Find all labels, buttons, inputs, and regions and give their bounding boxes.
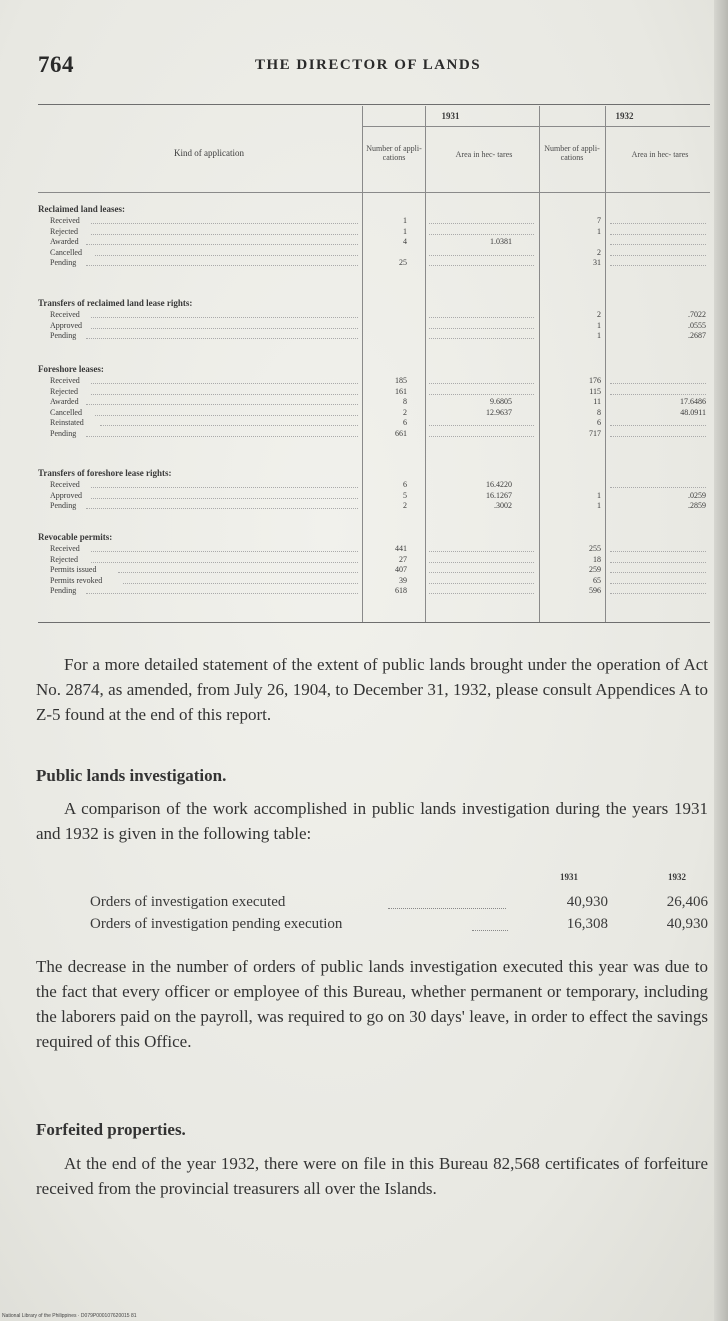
number-1932: 255 xyxy=(589,544,601,553)
number-1931: 2 xyxy=(403,501,407,510)
row-label: Received xyxy=(50,216,80,225)
leader-dots xyxy=(91,216,358,224)
header-bottom-rule xyxy=(38,192,710,193)
leader-dots xyxy=(91,310,358,318)
table-row xyxy=(34,376,710,386)
table-bottom-rule xyxy=(38,622,710,623)
number-1932: 1 xyxy=(597,331,601,340)
number-1932: 1 xyxy=(597,226,601,236)
leader-dots xyxy=(429,258,534,266)
leader-dots xyxy=(86,237,358,245)
row-label: Permits issued xyxy=(50,565,97,574)
number-1932: 7 xyxy=(597,216,601,225)
table-row xyxy=(34,491,710,501)
number-1932: 717 xyxy=(589,428,601,438)
table-row xyxy=(34,237,710,247)
footer-credit: National Library of the Philippines · D079P000107620015 81 xyxy=(2,1313,137,1319)
row-label: Received xyxy=(50,544,80,553)
heading-forfeited-properties: Forfeited properties. xyxy=(36,1120,186,1139)
leader-dots xyxy=(610,248,706,256)
leader-dots xyxy=(610,376,706,384)
inv-row-label: Orders of investigation executed xyxy=(90,894,286,910)
area-1932: 17.6486 xyxy=(680,397,706,406)
header-kind-of-application: Kind of application xyxy=(174,148,244,158)
page-edge-shadow xyxy=(714,0,728,1321)
leader-dots xyxy=(429,331,534,339)
number-1931: 6 xyxy=(403,480,407,489)
table-row xyxy=(34,429,710,439)
row-label: Permits revoked xyxy=(50,575,103,585)
table-row xyxy=(34,544,710,554)
leader-dots xyxy=(610,227,706,235)
area-1932: .0259 xyxy=(688,490,706,500)
leader-dots xyxy=(429,321,534,329)
leader-dots xyxy=(86,258,358,266)
number-1931: 5 xyxy=(403,490,407,500)
leader-dots xyxy=(86,429,358,437)
table-row xyxy=(34,216,710,226)
number-1932: 115 xyxy=(589,386,601,396)
header-year-1931: 1931 xyxy=(441,111,460,121)
row-label: Awarded xyxy=(50,237,79,246)
leader-dots xyxy=(429,216,534,224)
leader-dots xyxy=(429,544,534,552)
leader-dots xyxy=(429,586,534,594)
inv-header-1931: 1931 xyxy=(560,872,578,882)
table-section-title: Revocable permits: xyxy=(38,532,113,542)
table-row xyxy=(34,331,710,341)
number-1932: 8 xyxy=(597,407,601,417)
number-1932: 31 xyxy=(593,258,601,267)
table-row xyxy=(34,248,710,258)
leader-dots xyxy=(95,248,358,256)
row-label: Approved xyxy=(50,320,82,330)
row-label: Rejected xyxy=(50,554,78,564)
row-label: Cancelled xyxy=(50,407,82,417)
leader-dots xyxy=(86,586,358,594)
number-1932: 2 xyxy=(597,247,601,257)
leader-dots xyxy=(429,565,534,573)
table-section-title: Foreshore leases: xyxy=(38,364,104,374)
leader-dots xyxy=(472,918,508,931)
paragraph-appendices: For a more detailed statement of the extent of public lands brought under the operation of Act No. 2874, as amended, from July 26, 1904, to December 31, 1932, please consult Appendices A to Z-5 found at the end of this report. xyxy=(36,655,708,724)
page-number: 764 xyxy=(38,52,74,77)
leader-dots xyxy=(91,480,358,488)
leader-dots xyxy=(123,576,358,584)
leader-dots xyxy=(610,258,706,266)
area-1932: .2859 xyxy=(688,501,706,510)
leader-dots xyxy=(610,429,706,437)
leader-dots xyxy=(429,227,534,235)
leader-dots xyxy=(610,480,706,488)
inv-row-value-1931: 40,930 xyxy=(566,894,608,910)
leader-dots xyxy=(86,501,358,509)
row-label: Reinstated xyxy=(50,418,84,427)
number-1931: 27 xyxy=(399,554,407,564)
inv-row-value-1932: 26,406 xyxy=(666,894,708,910)
leader-dots xyxy=(91,321,358,329)
row-label: Pending xyxy=(50,258,77,267)
number-1932: 18 xyxy=(593,554,601,564)
table-row xyxy=(34,555,710,565)
leader-dots xyxy=(429,376,534,384)
number-1931: 618 xyxy=(395,586,407,595)
inv-row-value-1932: 40,930 xyxy=(666,916,708,932)
number-1932: 1 xyxy=(597,501,601,510)
area-1931: 16.1267 xyxy=(486,490,512,500)
header-rule xyxy=(362,126,710,127)
table-row xyxy=(34,310,710,320)
leader-dots xyxy=(91,555,358,563)
row-label: Received xyxy=(50,376,80,385)
inv-row-label: Orders of investigation pending execution xyxy=(90,916,343,932)
header-year-1932: 1932 xyxy=(615,111,634,121)
leader-dots xyxy=(610,216,706,224)
number-1931: 1 xyxy=(403,226,407,236)
investigation-table xyxy=(90,872,710,942)
number-1932: 65 xyxy=(593,575,601,585)
number-1931: 1 xyxy=(403,216,407,225)
area-1932: 48.0911 xyxy=(680,407,706,417)
heading-public-lands-investigation: Public lands investigation. xyxy=(36,766,227,785)
paragraph-forfeiture: At the end of the year 1932, there were on file in this Bureau 82,568 certificates of forfeiture received from the provincial treasurers all over the Islands. xyxy=(36,1154,708,1198)
row-label: Rejected xyxy=(50,386,78,396)
applications-table xyxy=(34,104,710,626)
area-1931: 9.6805 xyxy=(490,397,512,406)
leader-dots xyxy=(388,896,506,909)
leader-dots xyxy=(91,491,358,499)
number-1931: 661 xyxy=(395,428,407,438)
area-1932: .2687 xyxy=(688,331,706,340)
number-1932: 176 xyxy=(589,376,601,385)
row-label: Cancelled xyxy=(50,247,82,257)
inv-header-1932: 1932 xyxy=(668,872,686,882)
leader-dots xyxy=(610,555,706,563)
leader-dots xyxy=(429,418,534,426)
area-1931: 16.4220 xyxy=(486,480,512,489)
number-1931: 4 xyxy=(403,237,407,246)
number-1932: 6 xyxy=(597,418,601,427)
table-row xyxy=(34,565,710,575)
leader-dots xyxy=(610,576,706,584)
number-1932: 259 xyxy=(589,565,601,574)
table-row xyxy=(34,321,710,331)
leader-dots xyxy=(429,248,534,256)
header-number-1931: Number of appli- cations xyxy=(366,144,422,162)
leader-dots xyxy=(86,331,358,339)
leader-dots xyxy=(91,544,358,552)
table-row xyxy=(34,408,710,418)
area-1932: .0555 xyxy=(688,320,706,330)
table-row xyxy=(34,586,710,596)
number-1931: 25 xyxy=(399,258,407,267)
table-section-title: Reclaimed land leases: xyxy=(38,204,125,214)
area-1932: .7022 xyxy=(688,310,706,319)
number-1931: 407 xyxy=(395,565,407,574)
row-label: Awarded xyxy=(50,397,79,406)
table-row xyxy=(34,258,710,268)
area-1931: 12.9637 xyxy=(486,407,512,417)
leader-dots xyxy=(91,376,358,384)
number-1931: 441 xyxy=(395,544,407,553)
number-1932: 2 xyxy=(597,310,601,319)
header-number-1932: Number of appli- cations xyxy=(544,144,600,162)
leader-dots xyxy=(86,397,358,405)
number-1931: 6 xyxy=(403,418,407,427)
number-1932: 11 xyxy=(593,397,601,406)
leader-dots xyxy=(429,429,534,437)
number-1932: 596 xyxy=(589,586,601,595)
number-1931: 8 xyxy=(403,397,407,406)
leader-dots xyxy=(429,387,534,395)
leader-dots xyxy=(429,555,534,563)
table-row xyxy=(34,480,710,490)
table-section-title: Transfers of foreshore lease rights: xyxy=(38,468,172,478)
leader-dots xyxy=(610,544,706,552)
table-row xyxy=(34,501,710,511)
row-label: Received xyxy=(50,310,80,319)
row-label: Pending xyxy=(50,586,77,595)
leader-dots xyxy=(610,387,706,395)
area-1931: 1.0381 xyxy=(490,237,512,246)
leader-dots xyxy=(91,227,358,235)
row-label: Pending xyxy=(50,501,77,510)
table-row xyxy=(34,418,710,428)
row-label: Approved xyxy=(50,490,82,500)
paragraph-comparison: A comparison of the work accomplished in public lands investigation during the years 1931 and 1932 is given in the following table: xyxy=(36,799,708,843)
number-1931: 185 xyxy=(395,376,407,385)
running-head-title: THE DIRECTOR OF LANDS xyxy=(254,57,482,73)
leader-dots xyxy=(118,565,358,573)
number-1931: 39 xyxy=(399,575,407,585)
header-area-1931: Area in hec- tares xyxy=(455,150,513,159)
leader-dots xyxy=(610,418,706,426)
leader-dots xyxy=(91,387,358,395)
leader-dots xyxy=(610,237,706,245)
table-section-title: Transfers of reclaimed land lease rights: xyxy=(38,298,193,308)
number-1932: 1 xyxy=(597,490,601,500)
inv-row-value-1931: 16,308 xyxy=(566,916,608,932)
number-1931: 161 xyxy=(395,386,407,396)
leader-dots xyxy=(610,586,706,594)
row-label: Received xyxy=(50,480,80,489)
table-row xyxy=(34,397,710,407)
number-1931: 2 xyxy=(403,407,407,417)
table-row xyxy=(34,227,710,237)
leader-dots xyxy=(610,565,706,573)
table-top-rule xyxy=(38,104,710,105)
leader-dots xyxy=(429,310,534,318)
row-label: Pending xyxy=(50,331,77,340)
number-1932: 1 xyxy=(597,320,601,330)
area-1931: .3002 xyxy=(494,501,512,510)
table-row xyxy=(34,387,710,397)
row-label: Rejected xyxy=(50,226,78,236)
paragraph-decrease: The decrease in the number of orders of public lands investigation executed this year was due to the fact that every officer or employee of this Bureau, whether permanent or temporary, including the laborers paid on the payroll, was required to go on 30 days' leave, in order to effect the savings required of this Office. xyxy=(36,957,708,1051)
leader-dots xyxy=(100,418,358,426)
leader-dots xyxy=(95,408,358,416)
row-label: Pending xyxy=(50,428,77,438)
header-area-1932: Area in hec- tares xyxy=(631,150,689,159)
table-row xyxy=(34,576,710,586)
running-head xyxy=(38,52,698,82)
leader-dots xyxy=(429,576,534,584)
